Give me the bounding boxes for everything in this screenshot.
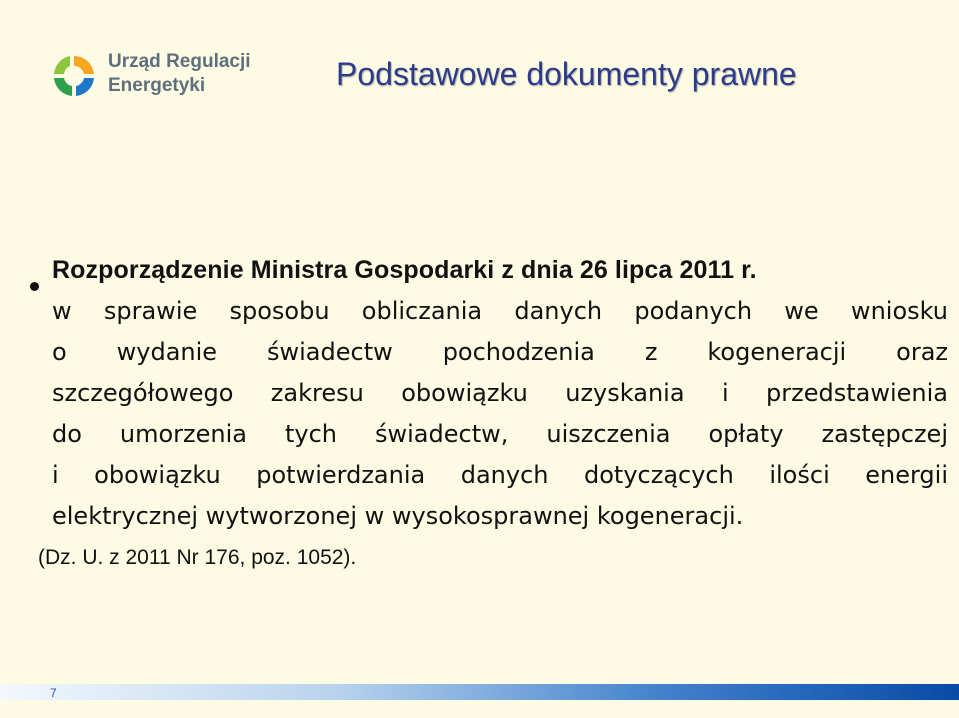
regulation-heading: Rozporządzenie Ministra Gospodarki z dnia 26 lipca 2011 r. <box>52 256 757 284</box>
body-line: o wydanie świadectw pochodzenia z kogeneracji oraz <box>52 338 948 366</box>
body-line: i obowiązku potwierdzania danych dotyczących ilości energii <box>52 461 948 489</box>
slide-number: 7 <box>50 686 57 700</box>
ure-logo <box>48 48 278 104</box>
citation: (Dz. U. z 2011 Nr 176, poz. 1052). <box>38 546 357 569</box>
bullet-icon <box>30 282 39 291</box>
logo-line-2: Energetyki <box>108 75 206 96</box>
body-line: szczegółowego zakresu obowiązku uzyskania i przedstawienia <box>52 379 948 407</box>
logo-line-1: Urząd Regulacji <box>108 51 251 72</box>
logo-text <box>108 50 251 98</box>
body-line: do umorzenia tych świadectw, uiszczenia opłaty zastępczej <box>52 420 948 448</box>
ure-logo-icon <box>48 50 100 102</box>
slide-title: Podstawowe dokumenty prawne <box>336 56 797 92</box>
body-line: w sprawie sposobu obliczania danych podanych we wniosku <box>52 297 948 325</box>
body-line: elektrycznej wytworzonej w wysokosprawnej kogeneracji. <box>52 502 744 530</box>
footer-bar <box>0 684 959 700</box>
